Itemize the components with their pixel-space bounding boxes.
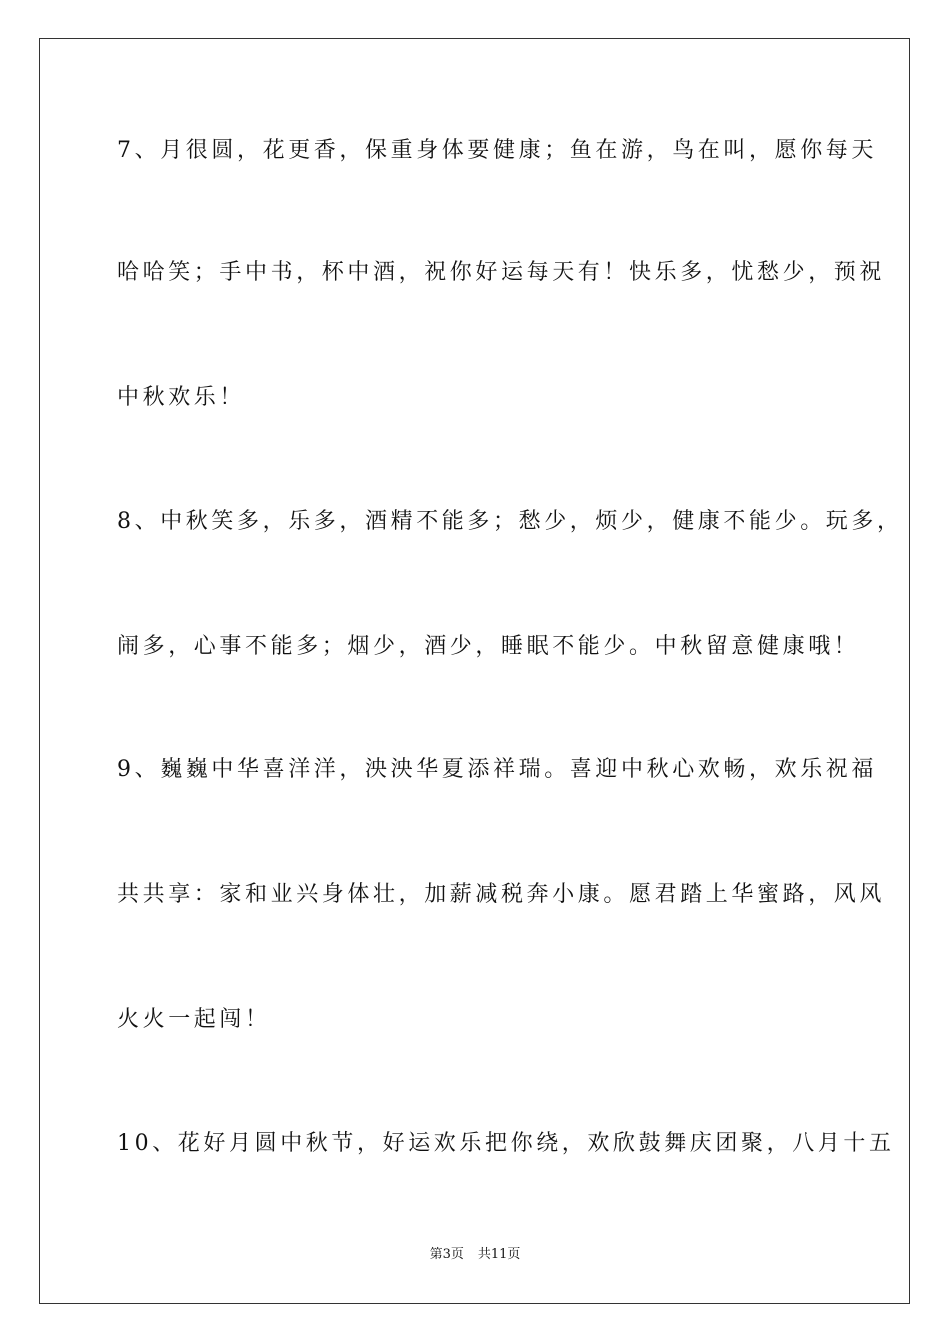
page-total: 共11页 xyxy=(477,1247,521,1262)
text-line: 9、巍巍中华喜洋洋，泱泱华夏添祥瑞。喜迎中秋心欢畅，欢乐祝福 xyxy=(117,757,877,782)
text-line: 哈哈笑；手中书，杯中酒，祝你好运每天有！快乐多，忧愁少，预祝 xyxy=(117,260,886,285)
page-footer xyxy=(0,1246,950,1264)
text-line: 8、中秋笑多，乐多，酒精不能多；愁少，烦少，健康不能少。玩多， xyxy=(117,509,903,534)
text-line: 火火一起闯！ xyxy=(117,1007,271,1032)
page-number: 第3页 xyxy=(429,1247,464,1262)
text-line: 10、花好月圆中秋节，好运欢乐把你绕，欢欣鼓舞庆团聚，八月十五 xyxy=(117,1131,895,1156)
text-line: 闹多，心事不能多；烟少，酒少，睡眠不能少。中秋留意健康哦！ xyxy=(117,634,860,659)
text-line: 中秋欢乐！ xyxy=(117,385,246,410)
text-line: 7、月很圆，花更香，保重身体要健康；鱼在游，鸟在叫，愿你每天 xyxy=(117,138,877,163)
page-frame xyxy=(39,38,910,1304)
text-line: 共共享：家和业兴身体壮，加薪减税奔小康。愿君踏上华蜜路，风风 xyxy=(117,882,886,907)
